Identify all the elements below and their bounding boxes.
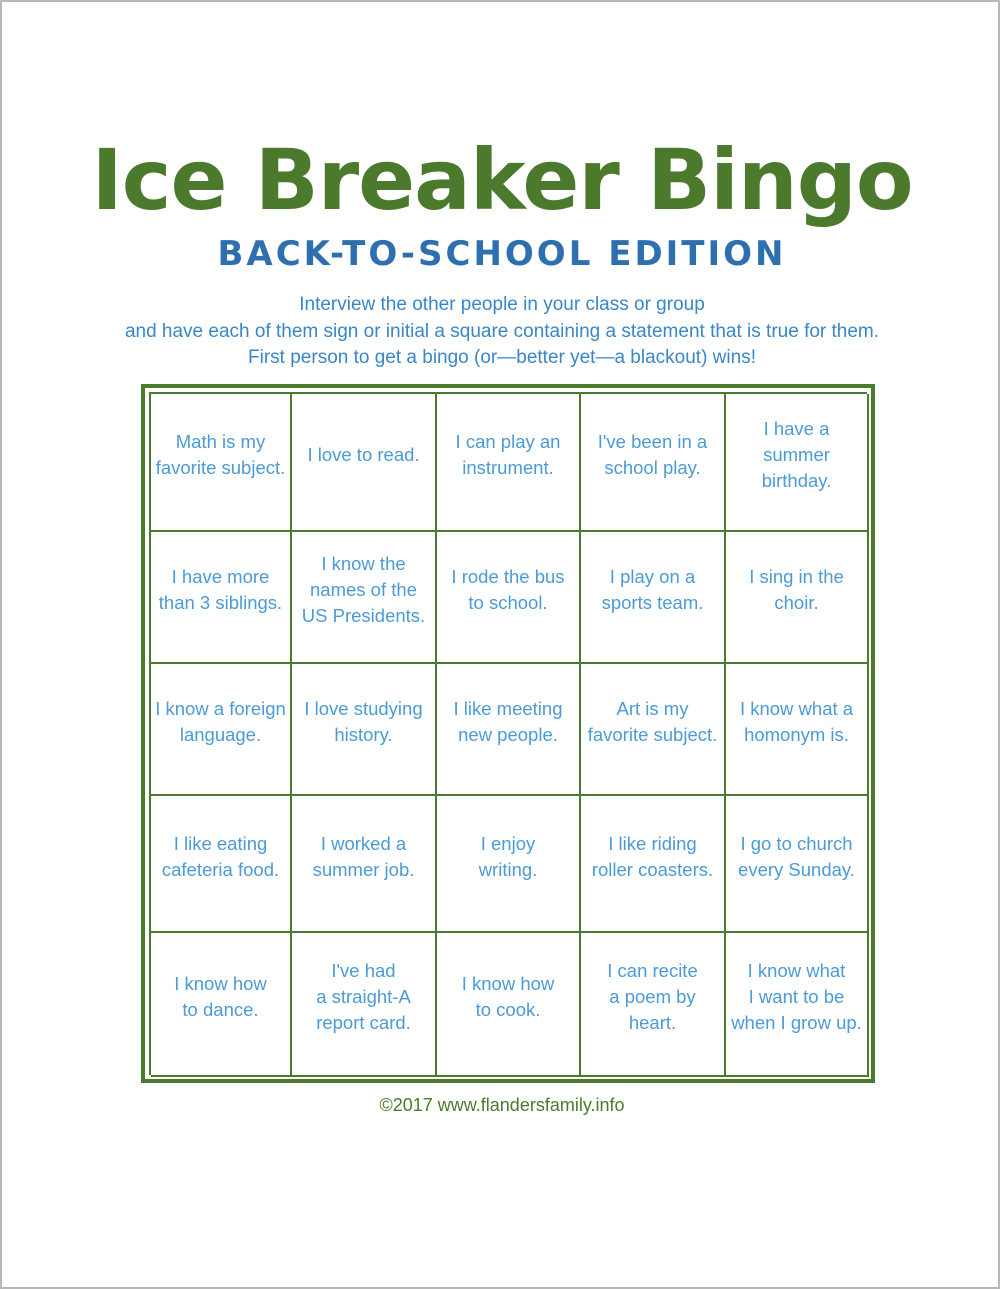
bingo-square: I know how to dance. bbox=[151, 933, 292, 1077]
bingo-square: I know what a homonym is. bbox=[726, 664, 869, 796]
page-subtitle: BACK-TO-SCHOOL EDITION bbox=[217, 234, 787, 274]
instructions-line: Interview the other people in your class or group bbox=[299, 294, 705, 315]
bingo-square: I can play an instrument. bbox=[437, 394, 581, 532]
bingo-board bbox=[141, 384, 875, 1083]
bingo-square: I enjoy writing. bbox=[437, 796, 581, 933]
copyright-footer: ©2017 www.flandersfamily.info bbox=[379, 1095, 625, 1115]
bingo-square: I love to read. bbox=[292, 394, 437, 532]
instructions-line: First person to get a bingo (or—better yet—a blackout) wins! bbox=[248, 347, 756, 368]
bingo-square: I rode the bus to school. bbox=[437, 532, 581, 664]
bingo-square: I know the names of the US Presidents. bbox=[292, 532, 437, 664]
bingo-square: I have a summer birthday. bbox=[726, 394, 869, 532]
bingo-square: I know how to cook. bbox=[437, 933, 581, 1077]
instructions-line: and have each of them sign or initial a square containing a statement that is true for them. bbox=[124, 320, 880, 342]
bingo-square: I have more than 3 siblings. bbox=[151, 532, 292, 664]
bingo-square: I know a foreign language. bbox=[151, 664, 292, 796]
bingo-square: I play on a sports team. bbox=[581, 532, 726, 664]
bingo-square: I know what I want to be when I grow up. bbox=[726, 933, 869, 1077]
bingo-square: I've had a straight-A report card. bbox=[292, 933, 437, 1077]
bingo-square: Art is my favorite subject. bbox=[581, 664, 726, 796]
bingo-square: I can recite a poem by heart. bbox=[581, 933, 726, 1077]
bingo-square: I like meeting new people. bbox=[437, 664, 581, 796]
bingo-square: I love studying history. bbox=[292, 664, 437, 796]
bingo-square: I go to church every Sunday. bbox=[726, 796, 869, 933]
bingo-square: I worked a summer job. bbox=[292, 796, 437, 933]
bingo-square: Math is my favorite subject. bbox=[151, 394, 292, 532]
bingo-square: I like riding roller coasters. bbox=[581, 796, 726, 933]
bingo-grid bbox=[149, 392, 867, 1075]
bingo-square: I've been in a school play. bbox=[581, 394, 726, 532]
page-title: Ice Breaker Bingo bbox=[91, 131, 913, 229]
instructions bbox=[2, 292, 1000, 372]
bingo-square: I sing in the choir. bbox=[726, 532, 869, 664]
bingo-square: I like eating cafeteria food. bbox=[151, 796, 292, 933]
